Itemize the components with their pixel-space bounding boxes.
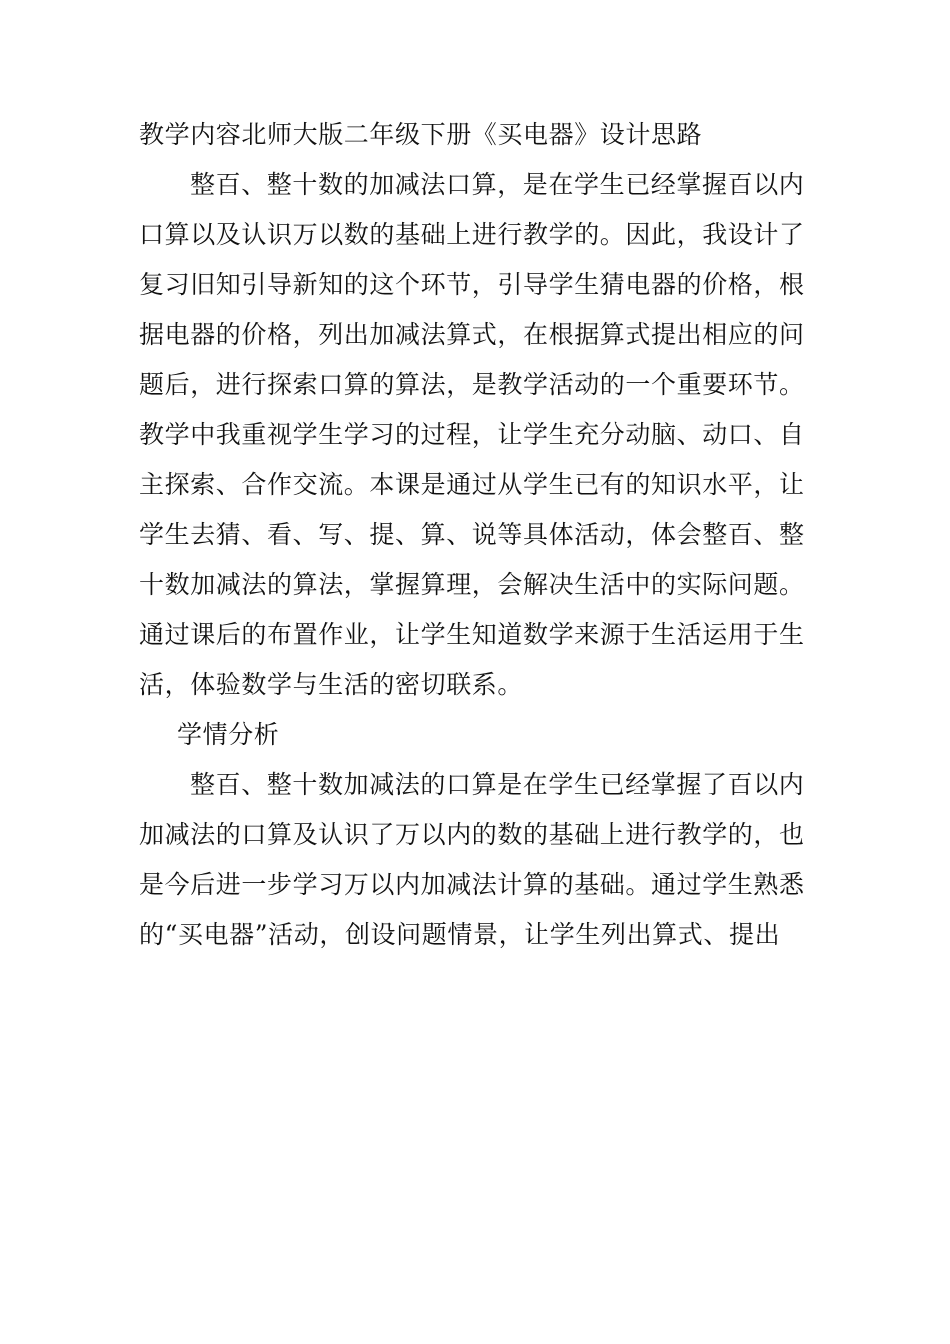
paragraph-line: 据电器的价格，列出加减法算式，在根据算式提出相应的问 [139, 320, 805, 349]
paragraph-line: 题后，进行探索口算的算法，是教学活动的一个重要环节。 [139, 370, 805, 399]
document-title: 教学内容北师大版二年级下册《买电器》设计思路 [139, 120, 703, 149]
paragraph-line: 加减法的口算及认识了万以内的数的基础上进行教学的，也 [139, 820, 805, 849]
paragraph-line: 整百、整十数加减法的口算是在学生已经掌握了百以内 [190, 770, 805, 799]
paragraph-line: 的“买电器”活动，创设问题情景，让学生列出算式、提出 [139, 920, 781, 949]
paragraph-line: 复习旧知引导新知的这个环节，引导学生猜电器的价格，根 [139, 270, 805, 299]
paragraph-line: 十数加减法的算法，掌握算理，会解决生活中的实际问题。 [139, 570, 805, 599]
paragraph-line: 整百、整十数的加减法口算，是在学生已经掌握百以内 [190, 170, 805, 199]
paragraph-line: 是今后进一步学习万以内加减法计算的基础。通过学生熟悉 [139, 870, 805, 899]
paragraph-line: 学生去猜、看、写、提、算、说等具体活动，体会整百、整 [139, 520, 805, 549]
paragraph-line: 教学中我重视学生学习的过程，让学生充分动脑、动口、自 [139, 420, 805, 449]
paragraph-line: 通过课后的布置作业，让学生知道数学来源于生活运用于生 [139, 620, 805, 649]
paragraph-line: 口算以及认识万以数的基础上进行教学的。因此，我设计了 [139, 220, 805, 249]
section-heading: 学情分析 [177, 720, 280, 749]
paragraph-line: 活，体验数学与生活的密切联系。 [139, 670, 524, 699]
paragraph-line: 主探索、合作交流。本课是通过从学生已有的知识水平，让 [139, 470, 805, 499]
